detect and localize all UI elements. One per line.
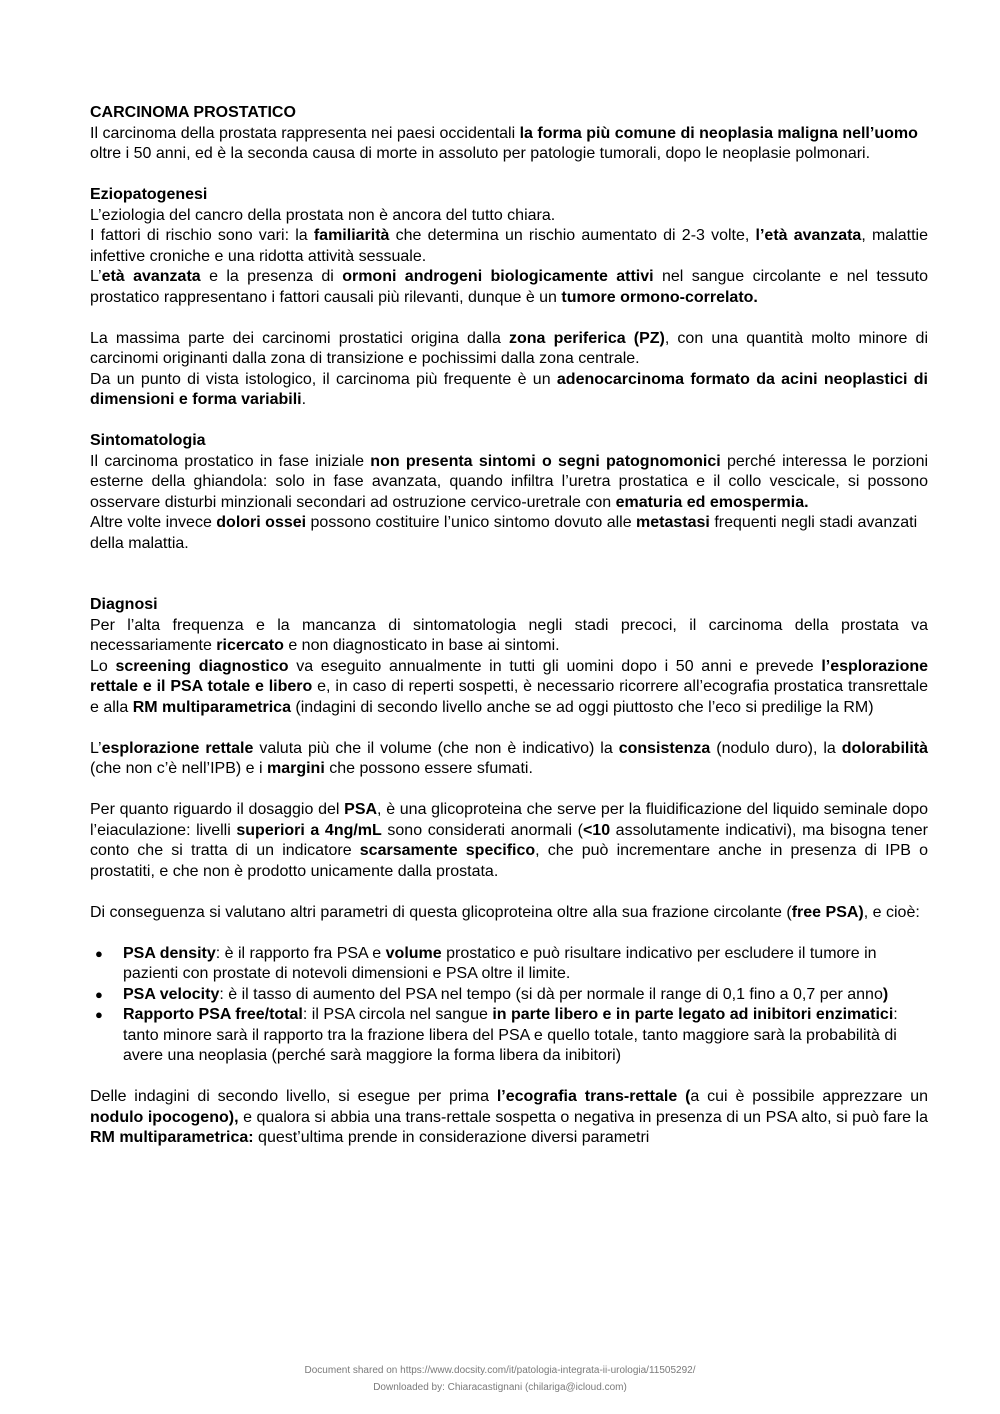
sintomatologia-paragraph-2: Altre volte invece dolori ossei possono costituire l’unico sintomo dovuto alle metastasi frequenti negli stadi avanzati della malattia. [90, 514, 918, 552]
diagnosi-paragraph-5: Di conseguenza si valutano altri parametri di questa glicoproteina oltre alla sua frazione circolante (free PSA), e cioè: [90, 903, 920, 921]
heading-eziopatogenesi: Eziopatogenesi [90, 186, 208, 203]
diagnosi-paragraph-4: Per quanto riguardo il dosaggio del PSA, è una glicoproteina che serve per la fluidificazione del liquido seminale dopo l’eiaculazione: livelli superiori a 4ng/mL sono considerati anormali (<10 assolutamente indicativi), ma bisogna tener conto che si tratta di un indicatore scarsamente specifico, che può incrementare anche in presenza di IPB o prostatiti, e che non è prodotto unicamente dalla prostata. [90, 801, 928, 880]
heading-sintomatologia: Sintomatologia [90, 432, 206, 449]
intro-paragraph: Il carcinoma della prostata rappresenta nei paesi occidentali la forma più comune di neoplasia maligna nell’uomo oltre i 50 anni, ed è la seconda causa di morte in assoluto per patologie tumorali, dopo le neoplasie polmonari. [90, 124, 918, 162]
list-item: ● Rapporto PSA free/total: il PSA circola nel sangue in parte libero e in parte legato ad inibitori enzimatici: tanto minore sarà il rapporto tra la frazione libera del PSA e quello totale, tanto maggiore sarà la probabilità di avere una neoplasia (perché sarà maggiore la forma libera da inibitori) [95, 1006, 898, 1064]
diagnosi-paragraph-1: Per l’alta frequenza e la mancanza di sintomatologia negli stadi precoci, il carcinoma della prostata va necessariamente ricercato e non diagnosticato in base ai sintomi. [90, 616, 928, 654]
bullet-icon: ● [95, 945, 103, 961]
psa-parameters-list [90, 944, 928, 1067]
sintomatologia-paragraph-1: Il carcinoma prostatico in fase iniziale non presenta sintomi o segni patognomonici perché interessa le porzioni esterne della ghiandola: solo in fase avanzata, quando infiltra l’uretra prostatica e il collo vescicale, si possono osservare disturbi minzionali secondari ad ostruzione cervico-uretrale con ematuria ed emospermia. [90, 452, 929, 511]
eziopatogenesi-paragraph-5: Da un punto di vista istologico, il carcinoma più frequente è un adenocarcinoma formato da acini neoplastici di dimensioni e forma variabili. [90, 370, 928, 408]
document-title: CARCINOMA PROSTATICO [90, 104, 296, 121]
document-page [90, 103, 928, 1149]
diagnosi-paragraph-3: L’esplorazione rettale valuta più che il volume (che non è indicativo) la consistenza (nodulo duro), la dolorabilità (che non c’è nell’IPB) e i margini che possono essere sfumati. [90, 739, 929, 777]
eziopatogenesi-paragraph-2: I fattori di rischio sono vari: la familiarità che determina un rischio aumentato di 2-3 volte, l’età avanzata, malattie infettive croniche e una ridotta attività sessuale. [90, 227, 928, 265]
eziopatogenesi-paragraph-1: L’eziologia del cancro della prostata non è ancora del tutto chiara. [90, 206, 556, 224]
eziopatogenesi-paragraph-4: La massima parte dei carcinomi prostatici origina dalla zona periferica (PZ), con una quantità molto minore di carcinomi originanti dalla zona di transizione e pochissimi dalla zona centrale. [90, 329, 929, 367]
bullet-icon: ● [95, 1007, 103, 1022]
bullet-icon: ● [95, 986, 103, 1002]
footer-shared-link: Document shared on https://www.docsity.com/it/patologia-integrata-ii-urologia/11505292/ [304, 1365, 696, 1376]
diagnosi-paragraph-6: Delle indagini di secondo livello, si esegue per prima l’ecografia trans-rettale (a cui è possibile apprezzare un nodulo ipocogeno), e qualora si abbia una trans-rettale sospetta o negativa in presenza di un PSA alto, si può fare la RM multiparametrica: quest’ultima prende in considerazione diversi parametri [90, 1088, 929, 1146]
heading-diagnosi: Diagnosi [90, 596, 158, 613]
list-item: ● PSA velocity: è il tasso di aumento del PSA nel tempo (si dà per normale il range di 0,1 fino a 0,7 per anno) [90, 985, 928, 1006]
list-item: ● PSA density: è il rapporto fra PSA e volume prostatico e può risultare indicativo per escludere il tumore in pazienti con prostate di notevoli dimensioni e PSA oltre il limite. [95, 944, 877, 982]
footer-downloaded-by: Downloaded by: Chiaracastignani (chilariga@icloud.com) [373, 1382, 627, 1393]
diagnosi-paragraph-2: Lo screening diagnostico va eseguito annualmente in tutti gli uomini dopo i 50 anni e prevede l’esplorazione rettale e il PSA totale e libero e, in caso di reperti sospetti, è necessario ricorrere all’ecografia prostatica transrettale e alla RM multiparametrica (indagini di secondo livello anche se ad oggi piuttosto che l’eco si predilige la RM) [90, 657, 929, 716]
eziopatogenesi-paragraph-3: L’età avanzata e la presenza di ormoni androgeni biologicamente attivi nel sangue circolante e nel tessuto prostatico rappresentano i fattori causali più rilevanti, dunque è un tumore ormono-correlato. [90, 268, 929, 306]
